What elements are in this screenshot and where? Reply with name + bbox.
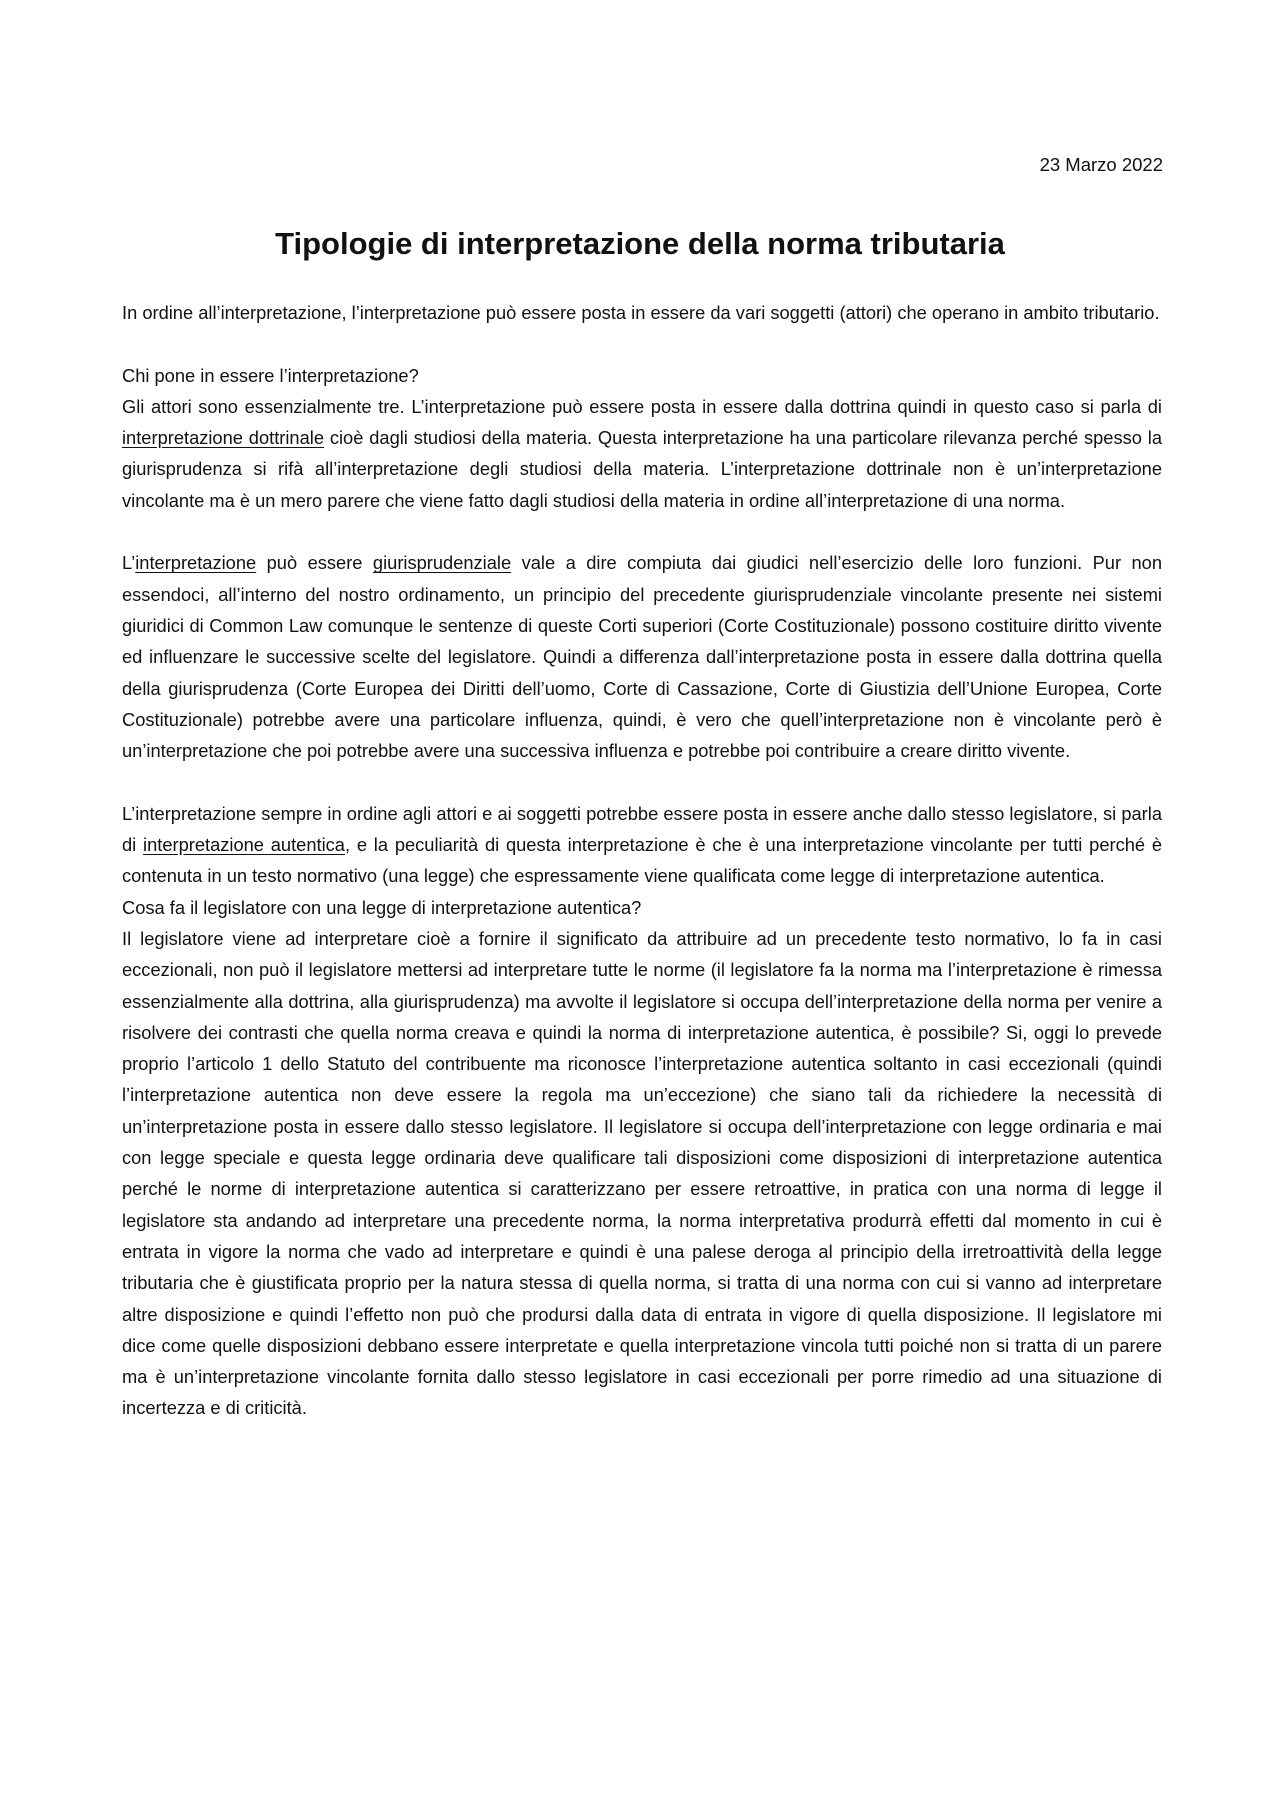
term-interpretazione: interpretazione <box>135 552 257 574</box>
paragraph-dottrinale <box>122 391 1162 516</box>
text-segment: vale a dire compiuta dai giudici nell’esercizio delle loro funzioni. Pur non essendoci, all’interno del nostro ordinamento, un principio del precedente giurisprudenziale vincolante presente nei sistemi giuridici di Common Law comunque le sentenze di queste Corti superiori (Corte Costituzionale) possono costituire diritto vivente ed influenzare le successive scelte del legislatore. Quindi a differenza dall’interpretazione posta in essere dalla dottrina quella della giurisprudenza (Corte Europea dei Diritti dell’uomo, Corte di Cassazione, Corte di Giustizia dell’Unione Europea, Corte Costituzionale) potrebbe avere una particolare influenza, quindi, è vero che quell’interpretazione non è vincolante però è un’interpretazione che poi potrebbe avere una successiva influenza e potrebbe poi contribuire a creare diritto vivente. <box>122 552 1163 762</box>
paragraph-spacer <box>122 516 1162 547</box>
question-who-interprets: Chi pone in essere l’interpretazione? <box>122 364 419 386</box>
text-segment: L’interpretazione sempre in ordine agli attori e ai soggetti potrebbe essere posta in essere anche dallo stesso legislatore, si parla di <box>122 802 1162 856</box>
document-body <box>122 297 1162 1424</box>
paragraph-giurisprudenziale <box>122 547 1162 766</box>
text-segment: L’ <box>122 552 136 574</box>
document-date: 23 Marzo 2022 <box>1039 154 1163 175</box>
text-segment: può essere <box>256 552 373 574</box>
paragraph-intro: In ordine all’interpretazione, l’interpretazione può essere posta in essere da vari soggetti (attori) che operano in ambito tributario. <box>122 302 1160 323</box>
paragraph-spacer <box>122 328 1162 359</box>
paragraph-legislatore: Il legislatore viene ad interpretare cioè a fornire il significato da attribuire ad un precedente testo normativo, lo fa in casi eccezionali, non può il legislatore mettersi ad interpretare tutte le norme (il legislatore fa la norma ma l’interpretazione è rimessa essenzialmente alla dottrina, alla giurisprudenza) ma avvolte il legislatore si occupa dell’interpretazione della norma per venire a risolvere dei contrasti che quella norma creava e quindi la norma di interpretazione autentica, è possibile? Si, oggi lo prevede proprio l’articolo 1 dello Statuto del contribuente ma riconosce l’interpretazione autentica soltanto in casi eccezionali (quindi l’interpretazione autentica non deve essere la regola ma un’eccezione) che siano tali da richiedere la necessità di un’interpretazione posta in essere dallo stesso legislatore. Il legislatore si occupa dell’interpretazione con legge ordinaria e mai con legge speciale e questa legge ordinaria deve qualificare tali disposizioni come disposizioni di interpretazione autentica perché le norme di interpretazione autentica si caratterizzano per essere retroattive, in pratica con una norma di legge il legislatore sta andando ad interpretare una precedente norma, la norma interpretativa produrrà effetti dal momento in cui è entrata in vigore la norma che vado ad interpretare e quindi è una palese deroga al principio della irretroattività della legge tributaria che è giustificata proprio per la natura stessa di quella norma, si tratta di una norma con cui si vanno ad interpretare altre disposizione e quindi l’effetto non può che prodursi dalla data di entrata in vigore di quella disposizione. Il legislatore mi dice come quelle disposizioni debbano essere interpretate e quella interpretazione vincola tutti poiché non si tratta di un parere ma è un’interpretazione vincolante fornita dallo stesso legislatore in casi eccezionali per porre rimedio ad una situazione di incertezza e di criticità. <box>122 927 1162 1419</box>
paragraph-autentica <box>122 798 1162 892</box>
question-legislatore: Cosa fa il legislatore con una legge di interpretazione autentica? <box>122 896 642 918</box>
term-interpretazione-dottrinale: interpretazione dottrinale <box>122 427 324 449</box>
text-segment: Gli attori sono essenzialmente tre. L’interpretazione può essere posta in essere dalla dottrina quindi in questo caso si parla di <box>122 395 1162 417</box>
paragraph-spacer <box>122 766 1162 797</box>
document-title: Tipologie di interpretazione della norma tributaria <box>275 226 1005 261</box>
term-giurisprudenziale: giurisprudenziale <box>372 552 512 574</box>
text-segment: cioè dagli studiosi della materia. Questa interpretazione ha una particolare rilevanza perché spesso la giurisprudenza si rifà all’interpretazione degli studiosi della materia. L’interpretazione dottrinale non è un’interpretazione vincolante ma è un mero parere che viene fatto dagli studiosi della materia in ordine all’interpretazione di una norma. <box>122 427 1162 511</box>
term-interpretazione-autentica: interpretazione autentica <box>143 834 345 856</box>
text-segment: , e la peculiarità di questa interpretazione è che è una interpretazione vincolante per tutti perché è contenuta in un testo normativo (una legge) che espressamente viene qualificata come legge di interpretazione autentica. <box>122 834 1163 887</box>
